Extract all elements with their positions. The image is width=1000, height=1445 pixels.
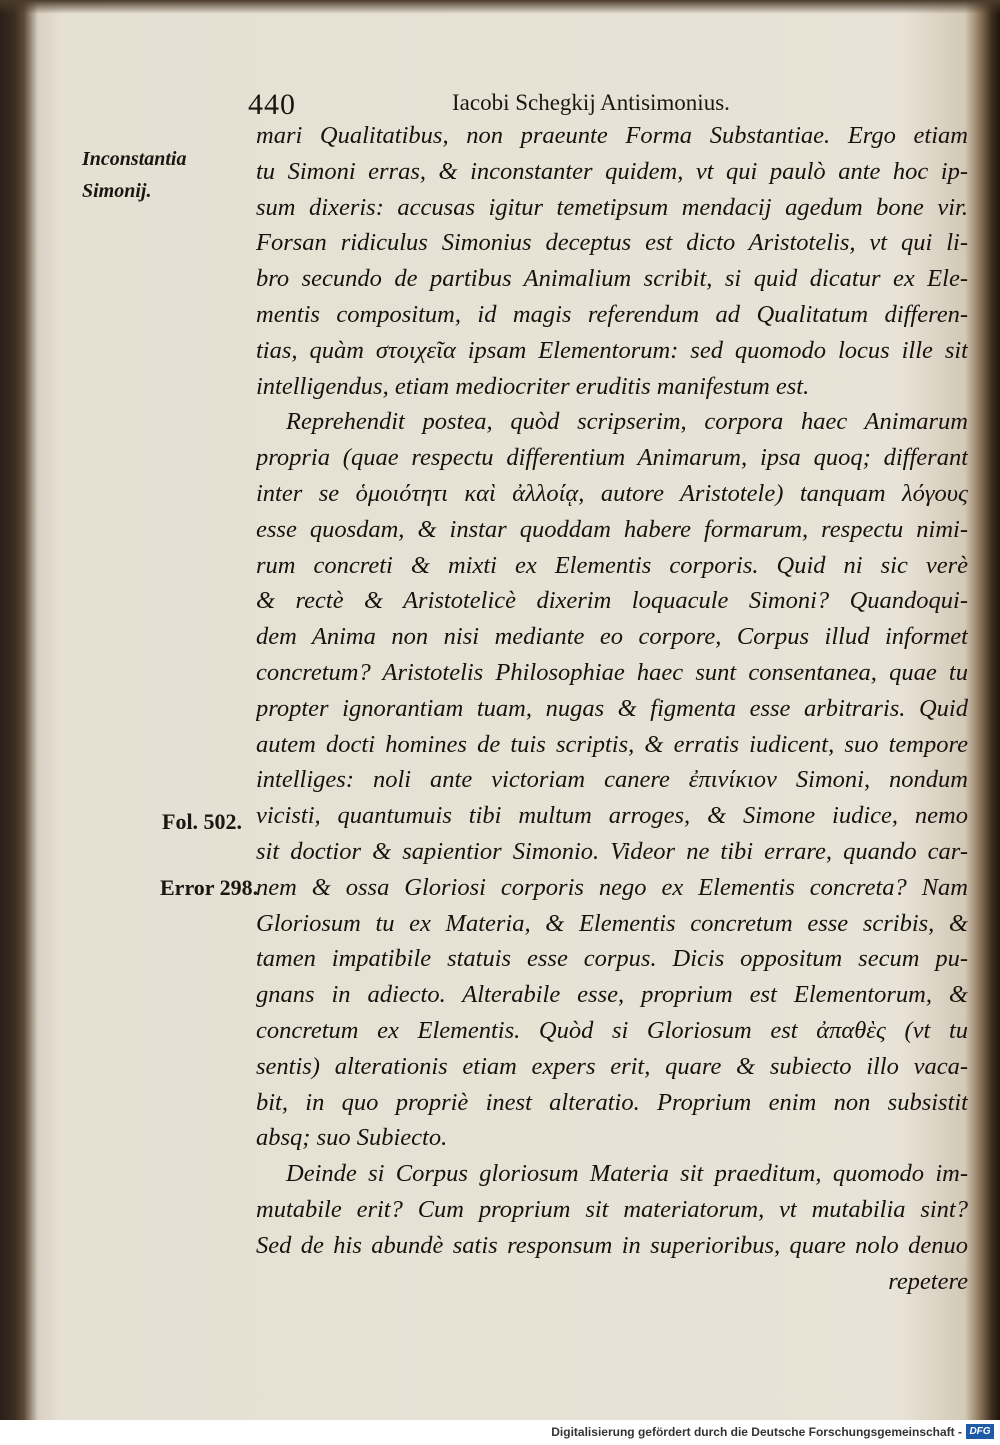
text-line: inter se ὁμοιότητι καὶ ἀλλοίᾳ, autore Aristotele) tanquam λόγους [256,479,968,507]
margin-note-inconstantia: Inconstantia Simonij. [82,148,187,202]
text-line: mutabile erit? Cum proprium sit materiatorum, vt mutabilia sint? [256,1195,968,1223]
text-line: mentis compositum, id magis referendum ad Qualitatum differen- [256,300,968,328]
dfg-logo[interactable]: DFG [966,1424,994,1439]
catchword: repetere [888,1267,968,1295]
text-line: propria (quae respectu differentium Animarum, ipsa quoq; differant [256,444,968,472]
paragraph-start-line: Deinde si Corpus gloriosum Materia sit praeditum, quomodo im- [286,1160,968,1188]
text-line: dem Anima non nisi mediante eo corpore, Corpus illud informet [256,623,968,651]
text-line: Forsan ridiculus Simonius deceptus est dicto Aristotelis, vt qui li- [256,229,968,257]
text-line: bro secundo de partibus Animalium scribit, si quid dicatur ex Ele- [256,265,968,293]
text-line: sentis) alterationis etiam expers erit, quare & subiecto illo vaca- [256,1052,968,1080]
text-line: gnans in adiecto. Alterabile esse, proprium est Elementorum, & [256,981,968,1009]
text-line: vicisti, quantumuis tibi multum arroges, & Simone iudice, nemo [256,802,968,830]
margin-note-error: Error 298. [160,875,259,900]
text-line: Gloriosum tu ex Materia, & Elementis concretum esse scribis, & [256,909,968,937]
text-line: esse quosdam, & instar quoddam habere formarum, respectu nimi- [256,515,968,543]
funding-credit: Digitalisierung gefördert durch die Deutsche Forschungsgemeinschaft - [551,1425,962,1439]
text-line: concretum ex Elementis. Quòd si Gloriosum est ἀπαθὲς (vt tu [256,1016,968,1044]
text-line: sum dixeris: accusas igitur temetipsum mendacij agedum bone vir. [256,193,968,221]
running-head: Iacobi Schegkij Antisimonius. [452,90,730,115]
text-line: absq; suo Subiecto. [256,1124,448,1152]
text-line: bit, in quo propriè inest alteratio. Proprium enim non subsistit [256,1088,968,1116]
text-line: nem & ossa Gloriosi corporis nego ex Elementis concreta? Nam [256,873,968,901]
text-line: mari Qualitatibus, non praeunte Forma Substantiae. Ergo etiam [256,122,968,149]
text-line: tias, quàm στοιχεῖα ipsam Elementorum: sed quomodo locus ille sit [256,336,968,364]
page-number: 440 [248,88,296,121]
margin-note-folio: Fol. 502. [162,809,243,834]
body-text [256,118,968,1299]
text-line: tamen impatibile statuis esse corpus. Dicis oppositum secum pu- [256,945,968,973]
digitization-footer [0,1420,1000,1445]
text-line: propter ignorantiam tuam, nugas & figmenta esse arbitraris. Quid [256,694,968,722]
text-line: intelliges: noli ante victoriam canere ἐπινίκιον Simoni, nondum [256,766,968,794]
text-line: autem docti homines de tuis scriptis, & erratis iudicent, suo tempore [256,730,968,758]
text-line: rum concreti & mixti ex Elementis corporis. Quid ni sic verè [256,551,968,579]
text-line: intelligendus, etiam mediocriter eruditis manifestum est. [256,372,810,400]
scan-edge-shadow [0,0,1000,14]
text-line: tu Simoni erras, & inconstanter quidem, vt qui paulò ante hoc ip- [256,157,968,185]
text-line: sit doctior & sapientior Simonio. Videor ne tibi errare, quando car- [256,837,968,865]
text-line: Sed de his abundè satis responsum in superioribus, quare nolo denuo [256,1231,968,1259]
page-header [0,82,1000,122]
text-line: & rectè & Aristotelicè dixerim loquacule Simoni? Quandoqui- [256,587,968,615]
text-line: concretum? Aristotelis Philosophiae haec sunt consentanea, quae tu [256,658,968,686]
paragraph-start-line: Reprehendit postea, quòd scripserim, corpora haec Animarum [286,408,968,436]
